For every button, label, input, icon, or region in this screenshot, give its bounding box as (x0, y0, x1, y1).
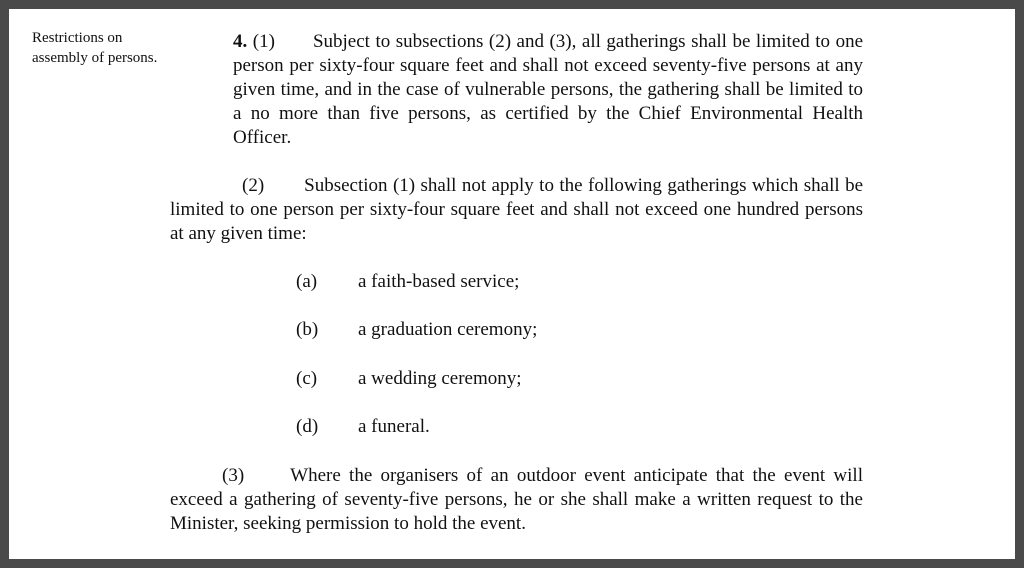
list-item (296, 415, 430, 439)
list-item-text: a wedding ceremony; (358, 368, 522, 389)
list-item-label: (d) (296, 416, 319, 437)
subsection-1 (233, 30, 863, 150)
subsection-2-text: Subsection (1) shall not apply to the following gatherings which shall be limited to one person per sixty-four square feet and shall not exceed one hundred persons at any given time: (170, 175, 863, 244)
list-item-label: (a) (296, 271, 318, 292)
subsection-2 (170, 174, 863, 246)
subsection-1-text: Subject to subsections (2) and (3), all gatherings shall be limited to one person per sixty-four square feet and shall not exceed seventy-five persons at any given time, and in the case of vulnerable persons, the gathering shall be limited to a no more than five persons, as certified by the Chief Environmental Health Officer. (233, 31, 863, 148)
subsection-2-label: (2) (242, 175, 265, 196)
list-item-label: (c) (296, 368, 318, 389)
list-item-text: a graduation ceremony; (358, 319, 538, 340)
list-item (296, 270, 519, 294)
list-item-text: a funeral. (358, 416, 430, 437)
document-page (9, 9, 1015, 559)
subsection-1-label: (1) (252, 31, 275, 52)
marginal-note: Restrictions on assembly of persons. (32, 30, 158, 66)
list-item-label: (b) (296, 319, 319, 340)
subsection-3-text: Where the organisers of an outdoor event anticipate that the event will exceed a gathering of seventy-five persons, he or she shall make a written request to the Minister, seeking permission to hold the event. (170, 465, 863, 534)
section-number: 4. (233, 31, 248, 52)
subsection-3-label: (3) (222, 465, 245, 486)
list-item (296, 367, 522, 391)
subsection-3 (170, 464, 863, 536)
list-item-text: a faith-based service; (358, 271, 520, 292)
list-item (296, 318, 537, 342)
